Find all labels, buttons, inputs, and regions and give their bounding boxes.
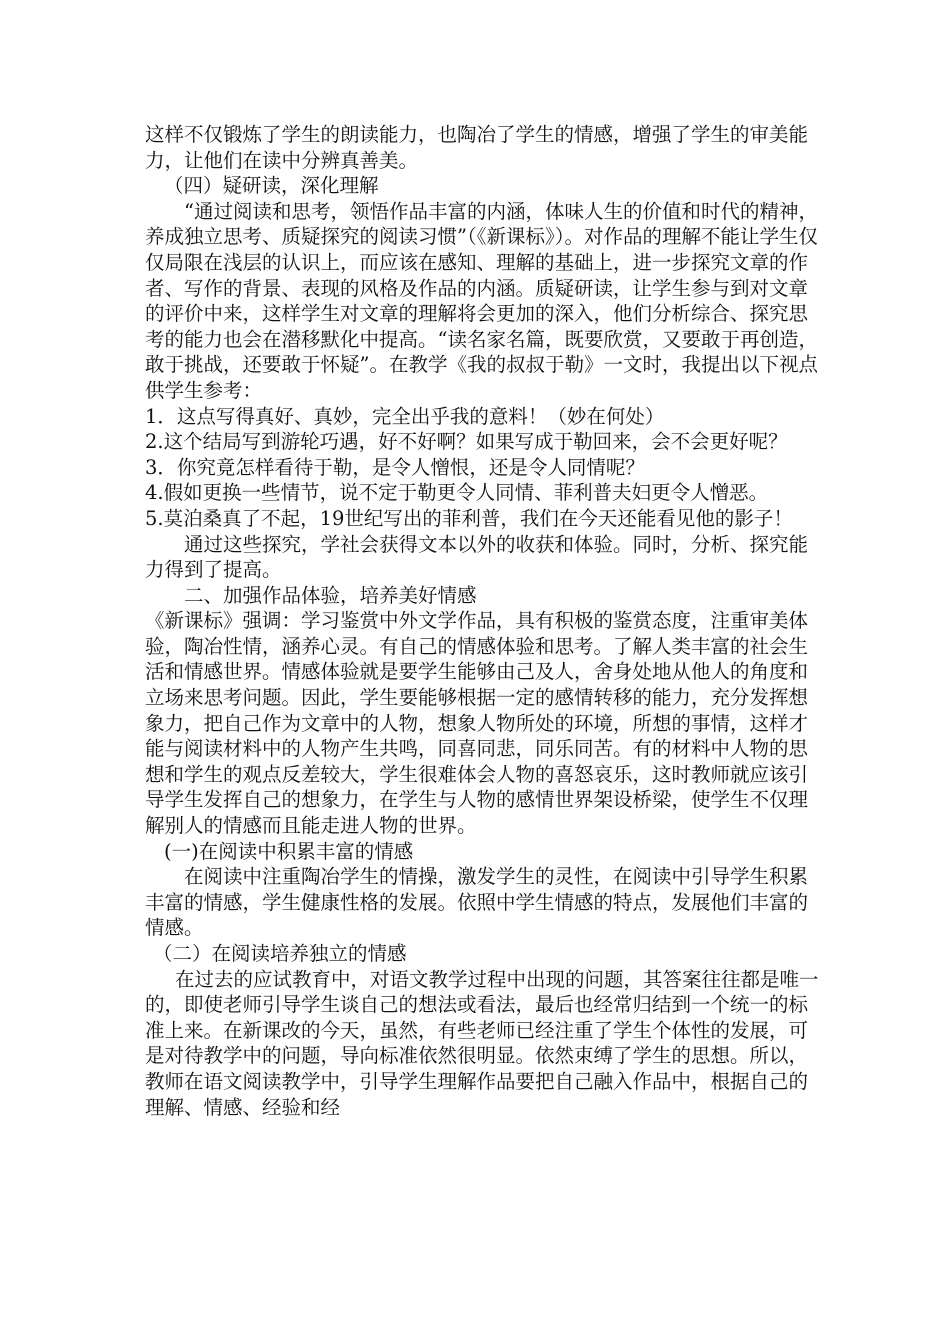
document-body	[145, 122, 820, 1120]
section-heading: （二）在阅读培养独立的情感	[153, 942, 407, 965]
list-item: 5.莫泊桑真了不起，19世纪写出的菲利普，我们在今天还能看见他的影子！	[145, 506, 793, 530]
paragraph: 《新课标》强调：学习鉴赏中外文学作品，具有积极的鉴赏态度，注重审美体验，陶冶性情，涵养心灵。有自己的情感体验和思考。了解人类丰富的社会生活和情感世界。情感体验就是要学生能够由己及人，舍身处地从他人的角度和立场来思考问题。因此，学生要能够根据一定的感情转移的能力，充分发挥想象力，把自己作为文章中的人物，想象人物所处的环境，所想的事情，这样才能与阅读材料中的人物产生共鸣，同喜同悲，同乐同苦。有的材料中人物的思想和学生的观点反差较大，学生很难体会人物的喜怒哀乐，这时教师就应该引导学生发挥自己的想象力，在学生与人物的感情世界架设桥梁，使学生不仅理解别人的情感而且能走进人物的世界。	[145, 609, 809, 838]
list-item: 2.这个结局写到游轮巧遇，好不好啊？如果写成于勒回来，会不会更好呢？	[145, 430, 788, 454]
section-heading: （四）疑研读，深化理解	[164, 174, 379, 198]
section-heading: (一)在阅读中积累丰富的情感	[164, 839, 414, 863]
list-item: 1．这点写得真好、真妙，完全出乎我的意料！（妙在何处）	[145, 404, 665, 428]
paragraph: 在过去的应试教育中，对语文教学过程中出现的问题，其答案往往都是唯一的，即使老师引导学生谈自己的想法或看法，最后也经常归结到一个统一的标准上来。在新课改的今天，虽然，有些老师已经注重了学生个体性的发展，可是对待教学中的问题，导向标准依然很明显。依然束缚了学生的思想。所以，教师在语文阅读教学中，引导学生理解作品要把自己融入作品中，根据自己的理解、情感、经验和经	[145, 967, 819, 1119]
paragraph: 在阅读中注重陶冶学生的情操，激发学生的灵性，在阅读中引导学生积累丰富的情感，学生健康性格的发展。依照中学生情感的特点，发展他们丰富的情感。	[145, 865, 809, 940]
section-heading: 二、加强作品体验，培养美好情感	[184, 583, 477, 607]
paragraph: 通过这些探究，学社会获得文本以外的收获和体验。同时，分析、探究能力得到了提高。	[145, 532, 809, 582]
list-item: 3．你究竟怎样看待于勒，是令人憎恨，还是令人同情呢？	[145, 455, 645, 479]
paragraph: “通过阅读和思考，领悟作品丰富的内涵，体味人生的价值和时代的精神，养成独立思考、质疑探究的阅读习惯”（《新课标》）。对作品的理解不能让学生仅仅局限在浅层的认识上，而应该在感知、理解的基础上，进一步探究文章的作者、写作的背景、表现的风格及作品的内涵。质疑研读，让学生参与到对文章的评价中来，这样学生对文章的理解将会更加的深入，他们分析综合、探究思考的能力也会在潜移默化中提高。“读名家名篇，既要欣赏，又要敢于再创造，敢于挑战，还要敢于怀疑”。在教学《我的叔叔于勒》一文时，我提出以下视点供学生参考：	[145, 199, 818, 402]
paragraph: 这样不仅锻炼了学生的朗读能力，也陶冶了学生的情感，增强了学生的审美能力，让他们在读中分辨真善美。	[145, 123, 809, 172]
list-item: 4.假如更换一些情节，说不定于勒更令人同情、菲利普夫妇更令人憎恶。	[145, 481, 769, 505]
